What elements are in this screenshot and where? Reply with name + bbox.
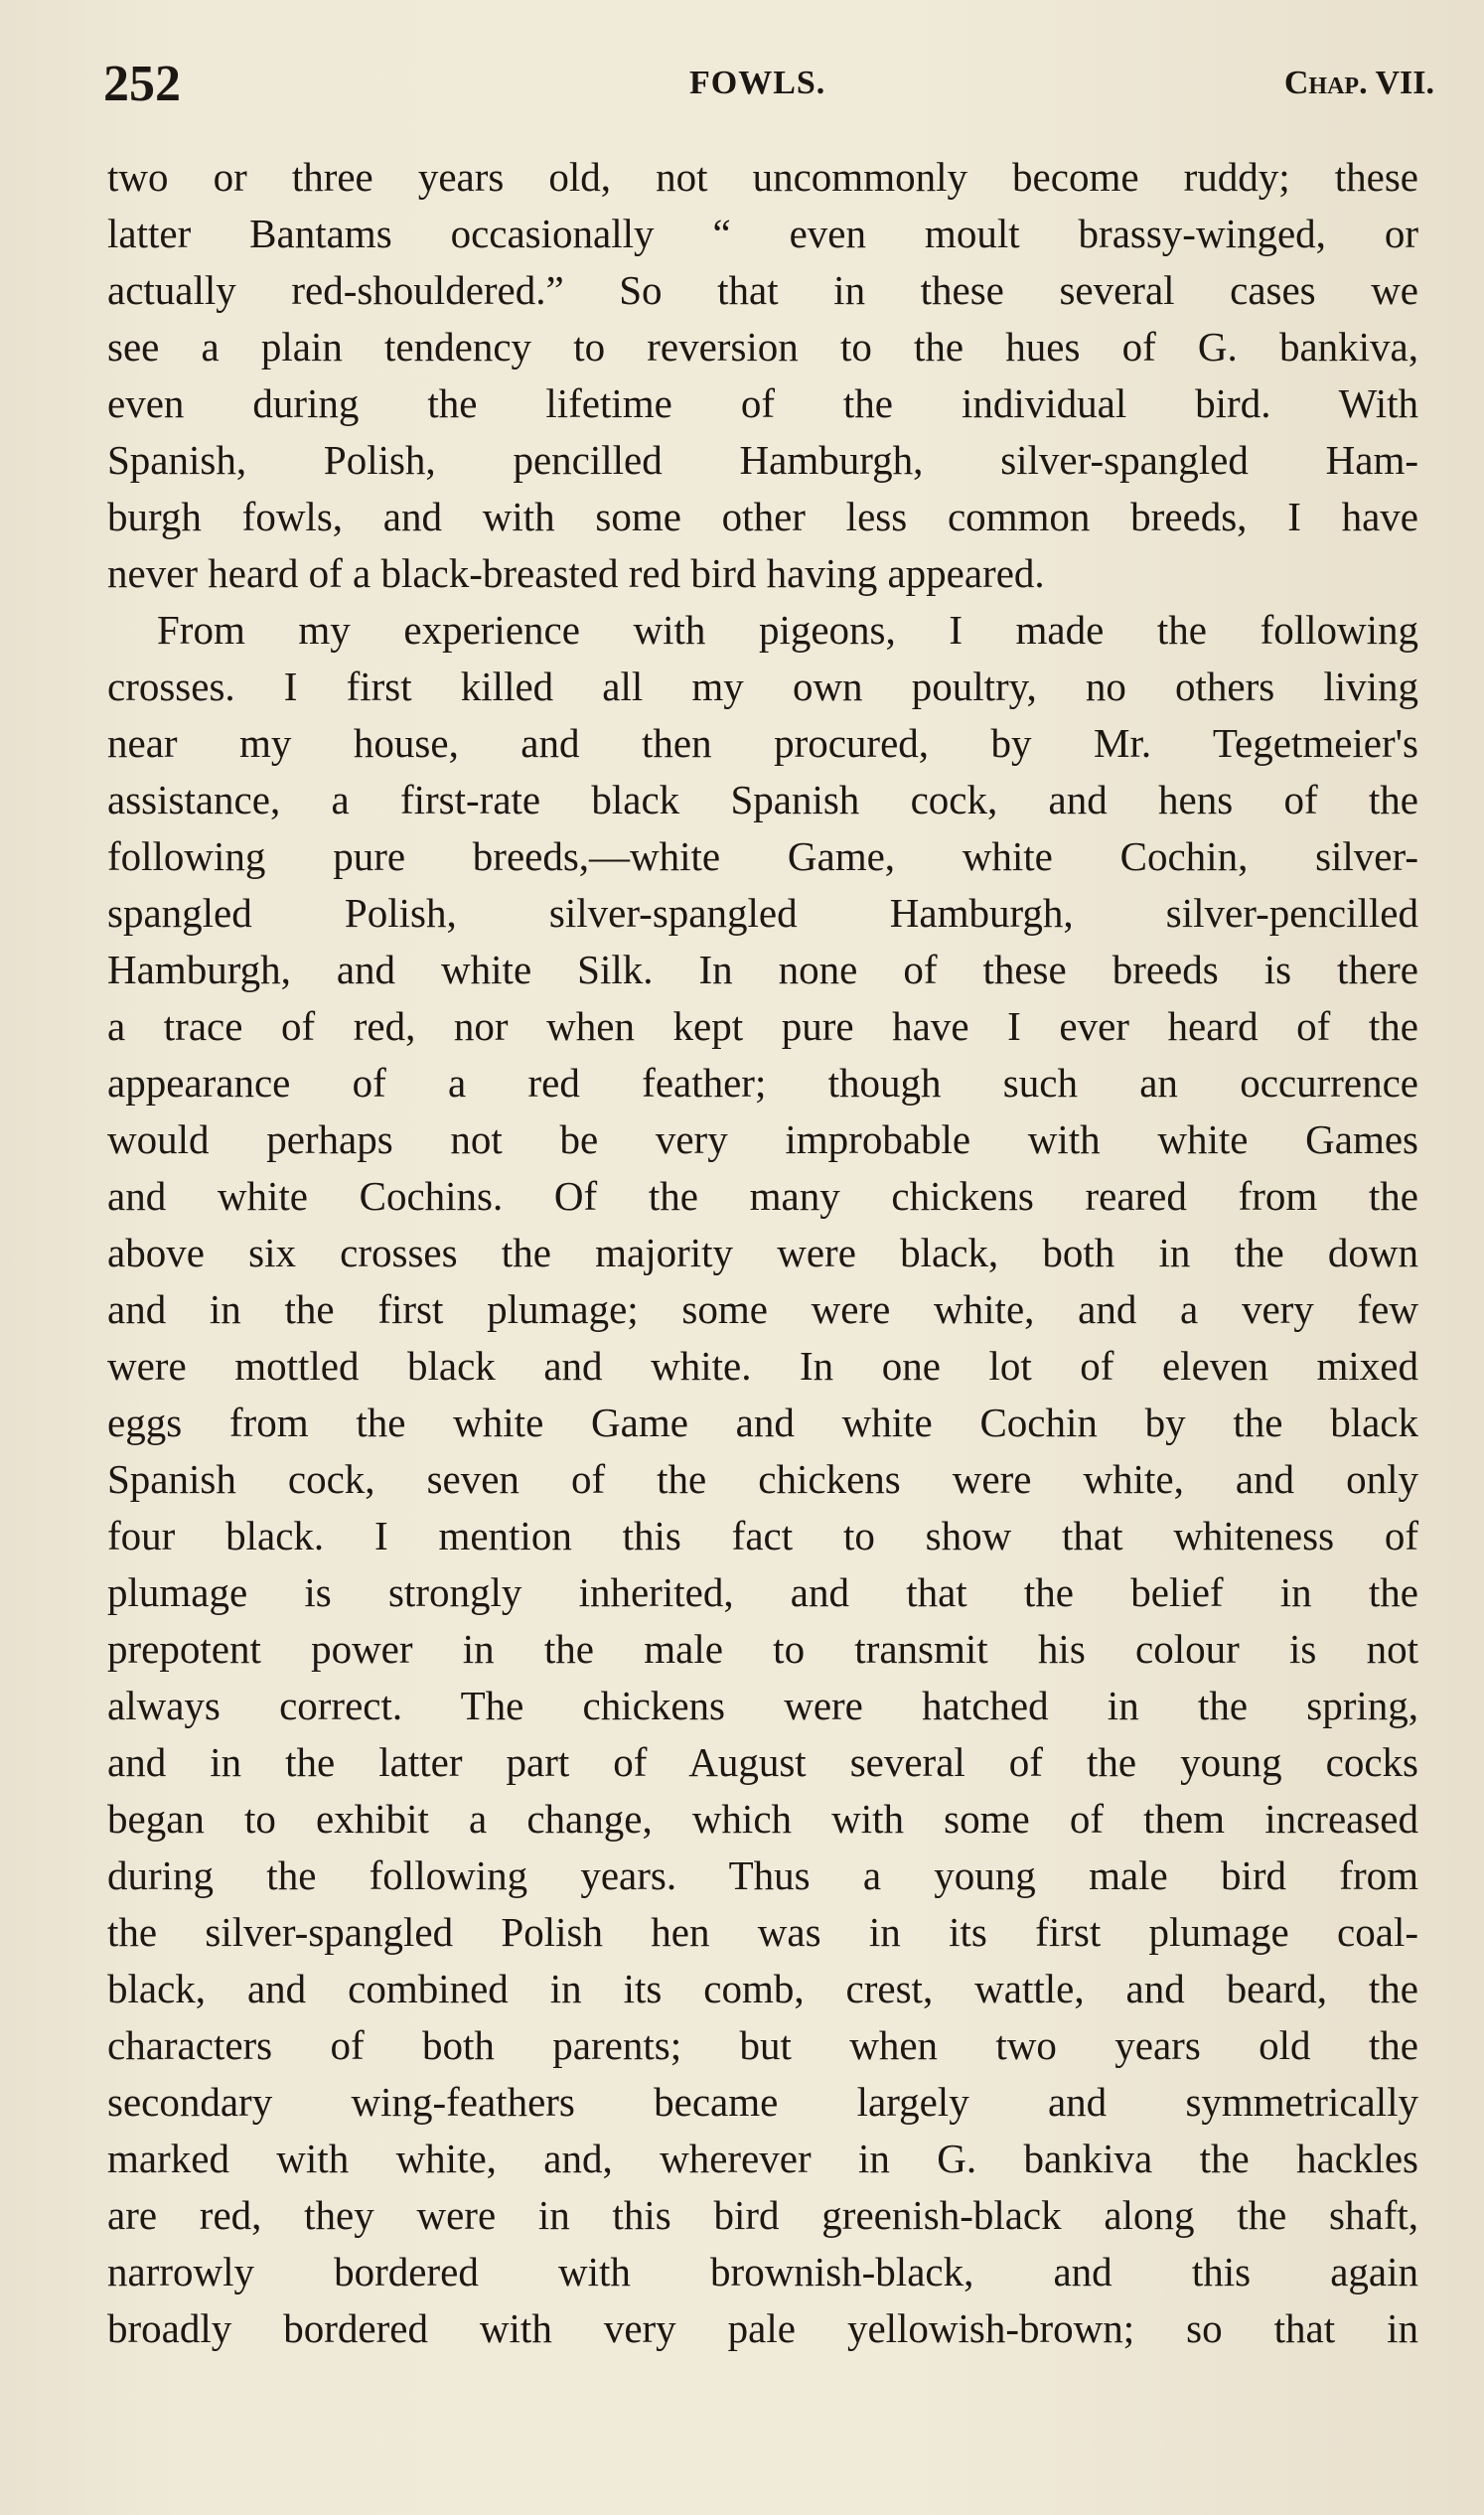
text-line: latter Bantams occasionally “ even moult brassy-winged, or [107,211,1418,256]
text-line: near my house, and then procured, by Mr. Tegetmeier's [107,720,1418,766]
text-line: broadly bordered with very pale yellowish-brown; so that in [107,2305,1418,2351]
text-line: always correct. The chickens were hatched in the spring, [107,1683,1418,1728]
text-line: and white Cochins. Of the many chickens reared from the [107,1173,1418,1219]
text-line: marked with white, and, wherever in G. bankiva the hackles [107,2136,1418,2181]
text-line: began to exhibit a change, which with some of them increased [107,1796,1418,1842]
text-line: Spanish cock, seven of the chickens were white, and only [107,1456,1418,1502]
text-line: narrowly bordered with brownish-black, and this again [107,2249,1418,2294]
text-line: Spanish, Polish, pencilled Hamburgh, silver-spangled Ham- [107,437,1418,483]
text-line: never heard of a black-breasted red bird having appeared. [107,550,1045,596]
page-number: 252 [103,56,181,112]
running-title: FOWLS. [689,65,826,101]
text-line: appearance of a red feather; though such an occurrence [107,1060,1418,1106]
text-line: during the following years. Thus a young male bird from [107,1852,1418,1898]
text-line: four black. I mention this fact to show that whiteness of [107,1513,1418,1558]
text-line: black, and combined in its comb, crest, wattle, and beard, the [107,1966,1418,2011]
text-line: burgh fowls, and with some other less common breeds, I have [107,494,1418,539]
text-line: above six crosses the majority were black, both in the down [107,1230,1418,1275]
text-line: and in the latter part of August several of the young cocks [107,1739,1418,1785]
text-line: actually red-shouldered.” So that in these several cases we [107,267,1418,313]
text-line: even during the lifetime of the individual bird. With [107,380,1418,426]
chapter-label: Chap. VII. [1283,65,1434,101]
text-line: characters of both parents; but when two years old the [107,2022,1418,2068]
text-line: were mottled black and white. In one lot of eleven mixed [107,1343,1418,1389]
text-line: see a plain tendency to reversion to the hues of G. bankiva, [107,324,1418,370]
text-line: plumage is strongly inherited, and that the belief in the [107,1569,1418,1615]
text-line: prepotent power in the male to transmit his colour is not [107,1626,1418,1672]
text-line: crosses. I first killed all my own poultry, no others living [107,664,1418,709]
text-line: a trace of red, nor when kept pure have I ever heard of the [107,1003,1418,1049]
text-line: eggs from the white Game and white Cochin by the black [107,1400,1418,1445]
text-line: and in the first plumage; some were white, and a very few [107,1286,1418,1332]
text-line: following pure breeds,—white Game, white Cochin, silver- [107,833,1418,879]
text-line: are red, they were in this bird greenish-black along the shaft, [107,2192,1418,2238]
text-line: From my experience with pigeons, I made the following [157,607,1418,653]
text-line: two or three years old, not uncommonly become ruddy; these [107,154,1418,200]
text-line: assistance, a first-rate black Spanish cock, and hens of the [107,777,1418,822]
text-line: secondary wing-feathers became largely and symmetrically [107,2079,1418,2125]
text-line: spangled Polish, silver-spangled Hamburgh, silver-pencilled [107,890,1418,936]
page-header [103,55,1434,114]
text-line: Hamburgh, and white Silk. In none of these breeds is there [107,947,1418,992]
text-line: would perhaps not be very improbable with white Games [107,1116,1418,1162]
text-line: the silver-spangled Polish hen was in its first plumage coal- [107,1909,1418,1955]
body-text [107,149,1418,2357]
